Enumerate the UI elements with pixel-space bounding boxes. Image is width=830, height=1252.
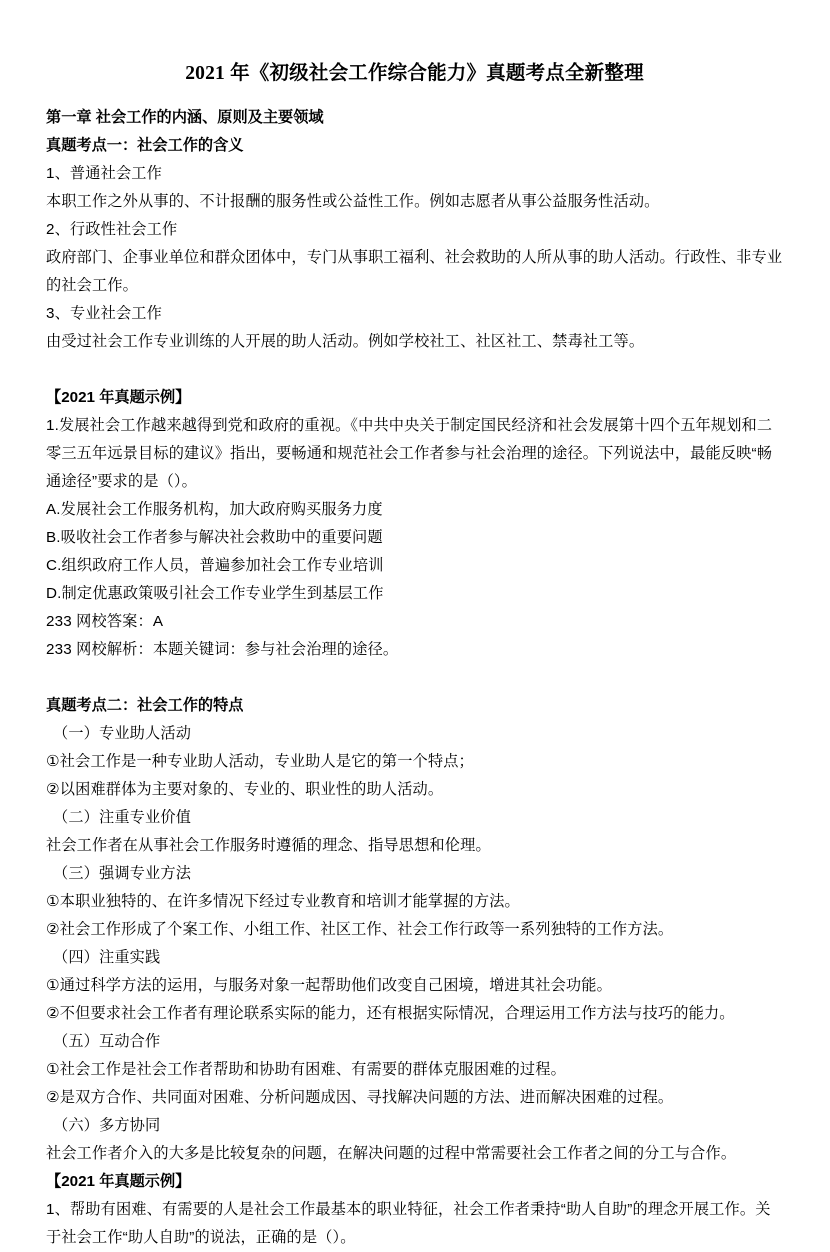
subsection-title: （四）注重实践 bbox=[53, 949, 161, 966]
section-point-two bbox=[46, 692, 783, 1252]
subsection-title: （三）强调专业方法 bbox=[53, 865, 192, 882]
question-option-c: C.组织政府工作人员，普遍参加社会工作专业培训 bbox=[46, 557, 384, 574]
subsection-item: ①通过科学方法的运用，与服务对象一起帮助他们改变自己困境，增进其社会功能。 bbox=[46, 977, 612, 994]
question-option-d: D.制定优惠政策吸引社会工作专业学生到基层工作 bbox=[46, 585, 384, 602]
point-one-item: 2、行政性社会工作 bbox=[46, 221, 178, 238]
chapter-heading: 第一章 社会工作的内涵、原则及主要领域 bbox=[46, 109, 324, 126]
question-stem: 1、帮助有困难、有需要的人是社会工作最基本的职业特征，社会工作者秉持“助人自助”的理念开展工作。关于社会工作“助人自助”的说法，正确的是（）。 bbox=[46, 1201, 771, 1246]
subsection-item: ②是双方合作、共同面对困难、分析问题成因、寻找解决问题的方法、进而解决困难的过程。 bbox=[46, 1089, 674, 1106]
section-point-one bbox=[46, 132, 783, 664]
question-analysis: 233 网校解析：本题关键词：参与社会治理的途径。 bbox=[46, 641, 399, 658]
paragraph-spacer bbox=[46, 356, 783, 384]
subsection-title: （五）互动合作 bbox=[53, 1033, 161, 1050]
point-one-item: 3、专业社会工作 bbox=[46, 305, 162, 322]
question-answer: 233 网校答案：A bbox=[46, 613, 164, 630]
subsection-item: ②不但要求社会工作者有理论联系实际的能力，还有根据实际情况，合理运用工作方法与技巧的能力。 bbox=[46, 1005, 735, 1022]
subsection-title: （一）专业助人活动 bbox=[53, 725, 192, 742]
point-one-item: 由受过社会工作专业训练的人开展的助人活动。例如学校社工、社区社工、禁毒社工等。 bbox=[46, 333, 645, 350]
section-spacer bbox=[46, 664, 783, 692]
example-heading: 【2021 年真题示例】 bbox=[46, 1173, 191, 1190]
question-stem: 1.发展社会工作越来越得到党和政府的重视。《中共中央关于制定国民经济和社会发展第十四个五年规划和二零三五年远景目标的建议》指出，要畅通和规范社会工作者参与社会治理的途径。下列说法中，最能反映“畅通途径”要求的是（）。 bbox=[46, 417, 773, 490]
subsection-item: ①社会工作是社会工作者帮助和协助有困难、有需要的群体克服困难的过程。 bbox=[46, 1061, 566, 1078]
question-option-a: A.发展社会工作服务机构，加大政府购买服务力度 bbox=[46, 501, 383, 518]
subsection-item: ①本职业独特的、在许多情况下经过专业教育和培训才能掌握的方法。 bbox=[46, 893, 520, 910]
subsection-item: ②社会工作形成了个案工作、小组工作、社区工作、社会工作行政等一系列独特的工作方法。 bbox=[46, 921, 674, 938]
subsection-title: （六）多方协同 bbox=[53, 1117, 161, 1134]
point-two-heading: 真题考点二：社会工作的特点 bbox=[46, 697, 244, 714]
subsection-item: 社会工作者在从事社会工作服务时遵循的理念、指导思想和伦理。 bbox=[46, 837, 491, 854]
example-heading: 【2021 年真题示例】 bbox=[46, 389, 191, 406]
subsection-item: ①社会工作是一种专业助人活动，专业助人是它的第一个特点； bbox=[46, 753, 474, 770]
point-one-heading: 真题考点一：社会工作的含义 bbox=[46, 137, 244, 154]
subsection-item: 社会工作者介入的大多是比较复杂的问题，在解决问题的过程中常需要社会工作者之间的分工与合作。 bbox=[46, 1145, 737, 1162]
point-one-item: 本职工作之外从事的、不计报酬的服务性或公益性工作。例如志愿者从事公益服务性活动。 bbox=[46, 193, 660, 210]
question-option-b: B.吸收社会工作者参与解决社会救助中的重要问题 bbox=[46, 529, 383, 546]
point-one-item: 1、普通社会工作 bbox=[46, 165, 162, 182]
subsection-item: ②以困难群体为主要对象的、专业的、职业性的助人活动。 bbox=[46, 781, 444, 798]
subsection-title: （二）注重专业价值 bbox=[53, 809, 192, 826]
page-title: 2021 年《初级社会工作综合能力》真题考点全新整理 bbox=[185, 63, 644, 84]
point-one-item: 政府部门、企事业单位和群众团体中，专门从事职工福利、社会救助的人所从事的助人活动。行政性、非专业的社会工作。 bbox=[46, 249, 783, 294]
